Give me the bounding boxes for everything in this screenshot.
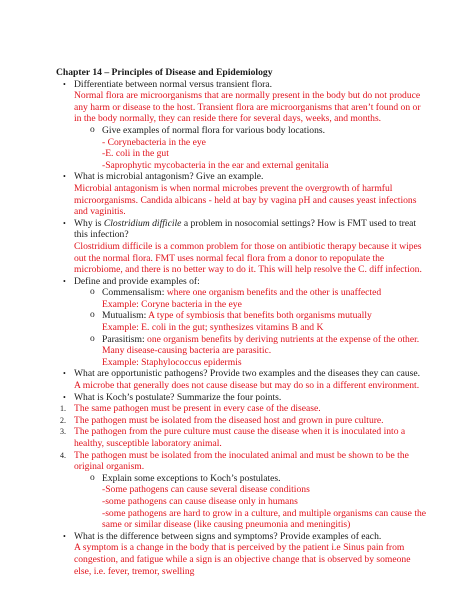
answer-microbial-antagonism: Microbial antagonism is when normal microbes prevent the overgrowth of harmful microorganisms. Candida albicans - held at bay by vagina pH and causes yeast infections and vaginitis. xyxy=(74,182,417,218)
question-text: Differentiate between normal versus transient flora. xyxy=(74,78,273,90)
bullet-marker: • xyxy=(63,276,66,286)
term-label: Mutualism: xyxy=(102,310,147,322)
bullet-marker: • xyxy=(63,531,66,541)
answer-line: - Corynebacteria in the eye xyxy=(102,136,206,148)
page-title: Chapter 14 – Principles of Disease and Epidemiology xyxy=(56,67,273,78)
postulate-item xyxy=(56,450,428,473)
answer-line: -Saprophytic mycobacteria in the ear and external genitalia xyxy=(102,159,329,171)
bullet-marker: • xyxy=(63,172,66,182)
question-c-difficile xyxy=(56,218,428,241)
number-marker: 4. xyxy=(60,450,66,460)
number-marker: 1. xyxy=(60,404,66,414)
bullet-marker: • xyxy=(63,218,66,228)
term-label: Parasitism: xyxy=(102,333,145,345)
term-label: Commensalism: xyxy=(102,287,165,299)
postulate-text: The pathogen must be isolated from the diseased host and grown in pure culture. xyxy=(74,414,384,426)
answer-opportunistic-pathogens: A microbe that generally does not cause disease but may do so in a different environment. xyxy=(74,380,420,392)
answer-signs-symptoms: A symptom is a change in the body that is perceived by the patient i.e Sinus pain from congestion, and fatigue while a sign is an objective change that is observed by someone else, i.e. fever, tremor, swelling xyxy=(74,542,411,577)
number-marker: 2. xyxy=(60,415,66,425)
question-normal-transient-flora xyxy=(56,79,428,91)
question-kochs-postulate xyxy=(56,392,428,404)
term-definition: where one organism benefits and the other is unaffected xyxy=(164,287,382,299)
postulate-text: The pathogen from the pure culture must cause the disease when it is inoculated into a healthy, susceptible laboratory animal. xyxy=(74,426,406,449)
question-text: Explain some exceptions to Koch’s postulates. xyxy=(102,472,281,484)
bullet-marker: • xyxy=(63,392,66,402)
answer-line: -Some pathogens can cause several disease conditions xyxy=(102,484,310,496)
answer-normal-transient-flora: Normal flora are microorganisms that are normally present in the body but do not produce any harm or disease to the host. Transient flora are microorganisms that aren’t found on or in the body normally, they can reside there for several days, weeks, and months. xyxy=(74,90,421,125)
bullet-marker: • xyxy=(63,369,66,379)
term-definition: A type of symbiosis that benefits both organisms mutually xyxy=(146,310,372,322)
circle-marker: o xyxy=(90,333,95,344)
question-text: What is microbial antagonism? Give an example. xyxy=(74,171,264,183)
postulate-item xyxy=(56,403,428,415)
question-text: Give examples of normal flora for various body locations. xyxy=(102,124,325,136)
circle-marker: o xyxy=(90,310,95,321)
postulate-text: The same pathogen must be present in every case of the disease. xyxy=(74,403,321,415)
term-example: Example: Coryne bacteria in the eye xyxy=(102,298,242,310)
postulate-text: The pathogen must be isolated from the inoculated animal and must be shown to be the original organism. xyxy=(74,449,409,473)
term-example: Example: Staphylococcus epidermis xyxy=(102,356,242,368)
subquestion-normal-flora-examples xyxy=(56,125,428,137)
answer-line: -some pathogens can cause disease only in humans xyxy=(102,495,298,507)
circle-marker: o xyxy=(90,124,95,135)
question-text: What are opportunistic pathogens? Provide two examples and the diseases they can cause. xyxy=(74,368,421,380)
question-define-symbiosis xyxy=(56,276,428,288)
number-marker: 3. xyxy=(60,427,66,437)
question-text-start: Why is xyxy=(74,217,104,229)
question-text: What is Koch’s postulate? Summarize the four points. xyxy=(74,391,282,403)
bullet-marker: • xyxy=(63,79,66,89)
document-body xyxy=(56,67,428,577)
organism-name: Clostridium difficile xyxy=(103,217,182,229)
question-opportunistic-pathogens xyxy=(56,368,428,380)
term-mutualism xyxy=(56,310,428,322)
subquestion-koch-exceptions xyxy=(56,473,428,485)
question-text: What is the difference between signs and symptoms? Provide examples of each. xyxy=(74,530,382,542)
term-example: Example: E. coli in the gut; synthesizes vitamins B and K xyxy=(102,322,324,334)
term-definition: one organism benefits by deriving nutrients at the expense of the other. Many disease-causing bacteria are parasitic. xyxy=(102,333,420,357)
term-commensalism xyxy=(56,287,428,299)
answer-c-difficile: Clostridium difficile is a common problem for those on antibiotic therapy because it wipes out the normal flora. FMT uses normal fecal flora from a donor to repopulate the microbiome, and there is no better way to do it. This will help resolve the C. diff infection. xyxy=(74,240,422,276)
postulate-item xyxy=(56,415,428,427)
question-text-end: a problem in nosocomial settings? How is FMT used to treat this infection? xyxy=(74,217,416,241)
question-microbial-antagonism xyxy=(56,171,428,183)
answer-line: -E. coli in the gut xyxy=(102,148,169,160)
term-parasitism xyxy=(56,334,428,357)
circle-marker: o xyxy=(90,287,95,298)
circle-marker: o xyxy=(90,472,95,483)
answer-line: -some pathogens are hard to grow in a culture, and multiple organisms can cause the same or similar disease (like causing pneumonia and meningitis) xyxy=(102,507,427,531)
question-signs-symptoms xyxy=(56,531,428,543)
question-text: Define and provide examples of: xyxy=(74,275,200,287)
postulate-item xyxy=(56,426,428,449)
